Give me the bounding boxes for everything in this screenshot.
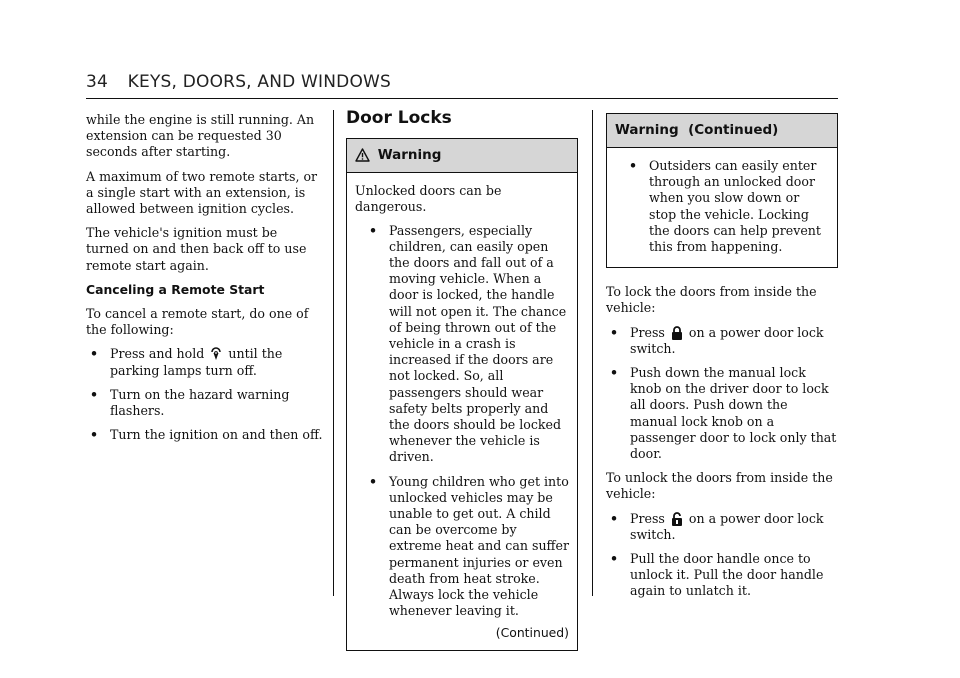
subheading: Canceling a Remote Start (86, 281, 265, 297)
list-item-text: on a power door lock switch. (630, 510, 824, 542)
list-item-text: Pull the door handle once to unlock it. Pull the door handle again to unlatch it. (630, 551, 824, 599)
lock-bullet-list (606, 325, 838, 463)
bullet-glyph: • (609, 365, 619, 381)
list-item (355, 223, 569, 466)
warning-bullet-list (615, 158, 829, 255)
list-item (86, 346, 324, 378)
list-item-text: Passengers, especially children, can easily open the doors and fall out of a moving vehicle. When a door is locked, the handle will not open it. The chance of being thrown out of the vehicle in a crash is increased if the doors are not locked. So, all passengers should wear safety belts properly and the doors should be locked whenever the vehicle is driven. (389, 222, 567, 465)
list-item-text: Press (630, 324, 665, 340)
warning-label: Warning (377, 147, 442, 164)
remote-start-icon (210, 347, 222, 361)
list-item (606, 365, 838, 462)
list-item-text: until the parking lamps turn off. (110, 346, 283, 378)
door-locks-title: Door Locks (346, 108, 452, 128)
list-item (86, 427, 324, 443)
paragraph: A maximum of two remote starts, or a single start with an extension, is allowed between ignition cycles. (86, 168, 318, 217)
list-item (355, 474, 569, 620)
lock-icon (671, 326, 683, 340)
bullet-glyph: • (368, 222, 378, 238)
warning-header (347, 139, 577, 173)
paragraph: The vehicle's ignition must be turned on and then back off to use remote start again. (86, 225, 307, 273)
list-item (606, 551, 838, 600)
right-column (606, 113, 838, 608)
warning-body (607, 148, 837, 267)
bullet-glyph: • (628, 158, 638, 173)
unlock-icon (671, 512, 683, 526)
list-item (606, 325, 838, 357)
list-item-text: Outsiders can easily enter through an unlocked door when you slow down or stop the vehicle. Locking the doors can help prevent this from happening. (649, 158, 821, 255)
continued-label: (Continued) (495, 625, 569, 641)
page-number: 34 (86, 72, 109, 92)
column-divider-left (333, 110, 334, 596)
header-rule (86, 98, 838, 99)
bullet-glyph: • (609, 551, 619, 567)
list-item-text: Young children who get into unlocked vehicles may be unable to get out. A child can be overcome by extreme heat and can suffer permanent injuries or even death from heat stroke. Always lock the vehicle whenever leaving it. (389, 473, 569, 619)
list-item (86, 387, 324, 419)
list-item-text: Press and hold (110, 346, 205, 362)
list-item-text: Push down the manual lock knob on the driver door to lock all doors. Push down the manual lock knob on a passenger door to lock only that door. (630, 365, 837, 462)
list-item-text: Turn the ignition on and then off. (110, 427, 323, 443)
column-divider-right (592, 110, 593, 596)
section-title: KEYS, DOORS, AND WINDOWS (127, 72, 392, 92)
bullet-glyph: • (609, 510, 619, 526)
list-item-text: Press (630, 510, 665, 526)
paragraph: To unlock the doors from inside the vehicle: (606, 470, 833, 502)
warning-intro: Unlocked doors can be dangerous. (355, 183, 502, 215)
bullet-glyph: • (89, 427, 99, 443)
middle-column (346, 110, 578, 651)
warning-body (347, 173, 577, 649)
bullet-glyph: • (89, 346, 99, 362)
warning-continued-header: Warning (Continued) (607, 114, 837, 148)
bullet-list (86, 346, 324, 443)
page-header (86, 72, 391, 92)
warning-continued-box (606, 113, 838, 268)
list-item (615, 158, 829, 255)
paragraph: To cancel a remote start, do one of the following: (86, 306, 309, 338)
bullet-glyph: • (368, 473, 378, 489)
unlock-bullet-list (606, 511, 838, 600)
warning-bullet-list (355, 223, 569, 620)
list-item (606, 511, 838, 543)
bullet-glyph: • (609, 324, 619, 340)
bullet-glyph: • (89, 386, 99, 402)
paragraph: To lock the doors from inside the vehicle: (606, 284, 817, 316)
warning-triangle-icon (355, 148, 370, 162)
left-column (86, 112, 324, 451)
list-item-text: Turn on the hazard warning flashers. (110, 386, 290, 419)
list-item-text: on a power door lock switch. (630, 324, 824, 356)
warning-box (346, 138, 578, 650)
paragraph: while the engine is still running. An extension can be requested 30 seconds after starting. (86, 112, 315, 160)
